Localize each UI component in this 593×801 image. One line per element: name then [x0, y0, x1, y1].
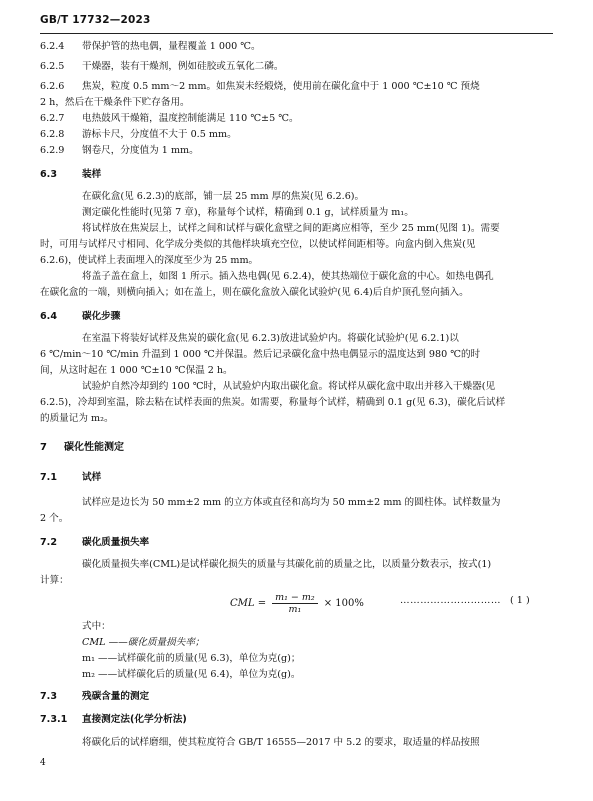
paragraph-line: 试样应是边长为 50 mm±2 mm 的立方体或直径和高均为 50 mm±2 mm 的圆柱体。试样数量为: [82, 497, 501, 508]
clause-6-2-6: 6.2.6 焦炭，粒度 0.5 mm～2 mm。如焦炭未经煅烧，使用前在碳化盒中于 1 000 ℃±10 ℃ 预烧: [40, 81, 480, 92]
paragraph-line: 将盖子盖在盒上，如图 1 所示。插入热电偶(见 6.2.4)，使其热端位于碳化盒的中心。如热电偶孔: [82, 271, 494, 282]
section-7-3-heading: 7.3 残碳含量的测定: [40, 691, 150, 702]
paragraph-line: 碳化质量损失率(CML)是试样碳化损失的质量与其碳化前的质量之比，以质量分数表示，按式(1): [82, 559, 492, 570]
symbol-definition: CML ——碳化质量损失率；: [82, 637, 205, 648]
standard-header: GB/T 17732—2023: [40, 14, 151, 26]
paragraph-line: 2 个。: [40, 513, 69, 524]
paragraph-line: 6 ℃/min～10 ℃/min 升温到 1 000 ℃并保温。然后记录碳化盒中热电偶显示的温度达到 980 ℃的时: [40, 349, 481, 360]
paragraph-line: 将碳化后的试样磨细，使其粒度符合 GB/T 16555—2017 中 5.2 的要求，取适量的样品按照: [82, 737, 480, 748]
formula-leader-dots: …………………………: [400, 595, 501, 606]
where-label: 式中：: [82, 621, 111, 632]
paragraph-line: 在室温下将装好试样及焦炭的碳化盒(见 6.2.3)放进试验炉内。将碳化试验炉(见 6.2.1)以: [82, 333, 459, 344]
clause-6-2-6-cont: 2 h，然后在干燥条件下贮存备用。: [40, 97, 190, 108]
paragraph-line: 6.2.6)，使试样上表面埋入的深度至少为 25 mm。: [40, 255, 259, 266]
clause-6-2-9: 6.2.9 钢卷尺，分度值为 1 mm。: [40, 145, 199, 156]
section-7-2-heading: 7.2 碳化质量损失率: [40, 537, 150, 548]
paragraph-line: 在碳化盒的一端，则横向插入；如在盖上，则在碳化盒放入碳化试验炉(见 6.4)后自炉顶孔竖向插入。: [40, 287, 469, 298]
header-rule: [40, 33, 553, 34]
equation-number: ( 1 ): [510, 595, 530, 606]
paragraph-line: 计算：: [40, 575, 69, 586]
formula-lhs: CML =: [230, 598, 267, 609]
clause-6-2-7: 6.2.7 电热鼓风干燥箱，温度控制能满足 110 ℃±5 ℃。: [40, 113, 299, 124]
paragraph-line: 将试样放在焦炭层上，试样之间和试样与碳化盒壁之间的距离应相等，至少 25 mm(见图 1)。需要: [82, 223, 500, 234]
section-7-3-1-heading: 7.3.1 直接测定法(化学分析法): [40, 714, 187, 725]
clause-6-2-8: 6.2.8 游标卡尺，分度值不大于 0.5 mm。: [40, 129, 237, 140]
formula-denominator: m₁: [288, 604, 302, 615]
paragraph-line: 的质量记为 m₂。: [40, 413, 114, 424]
paragraph-line: 间，从这时起在 1 000 ℃±10 ℃保温 2 h。: [40, 365, 233, 376]
formula-numerator: m₁ − m₂: [272, 592, 318, 604]
formula-rhs: × 100%: [323, 598, 364, 609]
section-6-3-heading: 6.3 装样: [40, 169, 102, 180]
paragraph-line: 在碳化盒(见 6.2.3)的底部，铺一层 25 mm 厚的焦炭(见 6.2.6)。: [82, 191, 365, 202]
chapter-7-heading: 7 碳化性能测定: [40, 442, 124, 453]
formula-fraction: [272, 592, 318, 615]
section-6-4-heading: 6.4 碳化步骤: [40, 311, 121, 322]
clause-6-2-4: 6.2.4 带保护管的热电偶，量程覆盖 1 000 ℃。: [40, 41, 261, 52]
paragraph-line: 6.2.5)，冷却到室温，除去粘在试样表面的焦炭。如需要，称量每个试样，精确到 0.1 g(见 6.3)，碳化后试样: [40, 397, 506, 408]
symbol-definition: m₁ ——试样碳化前的质量(见 6.3)，单位为克(g)；: [82, 653, 301, 664]
paragraph-line: 时，可用与试样尺寸相同、化学成分类似的其他样块填充空位，以使试样间距相等。向盒内倒入焦炭(见: [40, 239, 476, 250]
clause-6-2-5: 6.2.5 干燥器，装有干燥剂，例如硅胶或五氧化二磷。: [40, 61, 284, 72]
formula-1: [230, 592, 364, 615]
section-7-1-heading: 7.1 试样: [40, 472, 102, 483]
paragraph-line: 测定碳化性能时(见第 7 章)，称量每个试样，精确到 0.1 g，试样质量为 m₁。: [82, 207, 414, 218]
page-number: 4: [40, 758, 46, 768]
symbol-definition: m₂ ——试样碳化后的质量(见 6.4)，单位为克(g)。: [82, 669, 301, 680]
paragraph-line: 试验炉自然冷却到约 100 ℃时，从试验炉内取出碳化盒。将试样从碳化盒中取出并移入干燥器(见: [82, 381, 496, 392]
